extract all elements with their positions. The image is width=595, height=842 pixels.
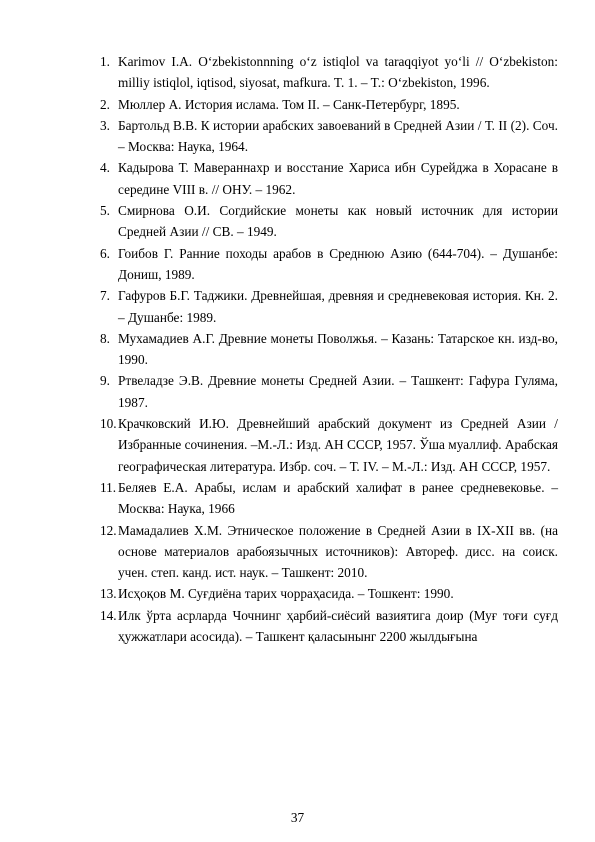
reference-item [100, 413, 558, 477]
reference-text: Беляев Е.А. Арабы, ислам и арабский халифат в ранее средневековье. – Москва: Наука, 1966 [118, 479, 558, 517]
reference-item [100, 583, 558, 604]
reference-item [100, 477, 558, 520]
reference-item [100, 94, 558, 115]
reference-item [100, 200, 558, 243]
reference-item [100, 243, 558, 286]
reference-number: 12. [100, 522, 117, 538]
reference-item [100, 285, 558, 328]
reference-item [100, 51, 558, 94]
reference-item [100, 605, 558, 648]
reference-number: 8. [100, 330, 110, 346]
reference-number: 2. [100, 96, 110, 112]
reference-number: 6. [100, 245, 110, 261]
reference-text: Бартольд В.В. К истории арабских завоеваний в Средней Азии / Т. II (2). Соч. – Москва: Наука, 1964. [118, 117, 558, 155]
reference-text: Гафуров Б.Г. Таджики. Древнейшая, древняя и средневековая история. Кн. 2. – Душанбе: 1989. [118, 288, 558, 325]
reference-text: Мухамадиев А.Г. Древние монеты Поволжья. – Казань: Татарское кн. изд-во, 1990. [118, 330, 558, 368]
reference-number: 4. [100, 160, 110, 176]
reference-number: 14. [100, 607, 117, 623]
reference-number: 5. [100, 203, 110, 219]
reference-number: 11. [100, 479, 117, 495]
reference-item [100, 328, 558, 371]
reference-text: Мамадалиев Х.М. Этническое положение в Средней Азии в IX-XII вв. (на основе материалов арабоязычных источников): Автореф. дисс. на соиск. учен. степ. канд. ист. наук. – Ташкент: 2010. [118, 522, 558, 581]
reference-item [100, 520, 558, 584]
reference-item [100, 157, 558, 200]
reference-text: Исҳоқов М. Суғдиёна тарих чорраҳасида. – Тошкент: 1990. [118, 586, 454, 602]
reference-number: 3. [100, 117, 110, 133]
reference-item [100, 370, 558, 413]
reference-text: Ртвеладзе Э.В. Древние монеты Средней Азии. – Ташкент: Гафура Гуляма, 1987. [118, 373, 558, 410]
reference-number: 9. [100, 373, 110, 389]
reference-number: 13. [100, 586, 117, 602]
reference-number: 10. [100, 416, 117, 432]
reference-number: 7. [100, 288, 110, 304]
reference-text: Илк ўрта асрларда Чочнинг ҳарбий-сиёсий вазиятига доир (Муғ тоғи суғд ҳужжатлари асосида). – Ташкент қаласынынг 2200 жылдығына [118, 607, 558, 645]
reference-text: Karimov I.A. O‘zbekistonnning o‘z istiqlol va taraqqiyot yo‘li // O‘zbekiston: milliy istiqlol, iqtisod, siyosat, mafkura. T. 1. – T.: O‘zbekiston, 1996. [118, 54, 558, 91]
reference-item [100, 115, 558, 158]
page-number: 37 [290, 810, 305, 825]
reference-text: Мюллер А. История ислама. Том II. – Санк-Петербург, 1895. [118, 96, 460, 112]
reference-text: Кадырова Т. Мавераннахр и восстание Хариса ибн Сурейджа в Хорасане в середине VIII в. // ОНУ. – 1962. [118, 160, 558, 197]
reference-text: Крачковский И.Ю. Древнейший арабский документ из Средней Азии / Избранные сочинения. –М.-Л.: Изд. АН СССР, 1957. Ўша муаллиф. Арабская географическая литература. Избр. соч. – Т. IV. – М.-Л.: Изд. АН СССР, 1957. [118, 416, 558, 474]
reference-number: 1. [100, 54, 110, 69]
reference-text: Смирнова О.И. Согдийские монеты как новый источник для истории Средней Азии // СВ. – 1949. [118, 203, 558, 240]
reference-text: Гоибов Г. Ранние походы арабов в Среднюю Азию (644-704). – Душанбе: Дониш, 1989. [118, 245, 558, 282]
reference-list [0, 51, 595, 647]
